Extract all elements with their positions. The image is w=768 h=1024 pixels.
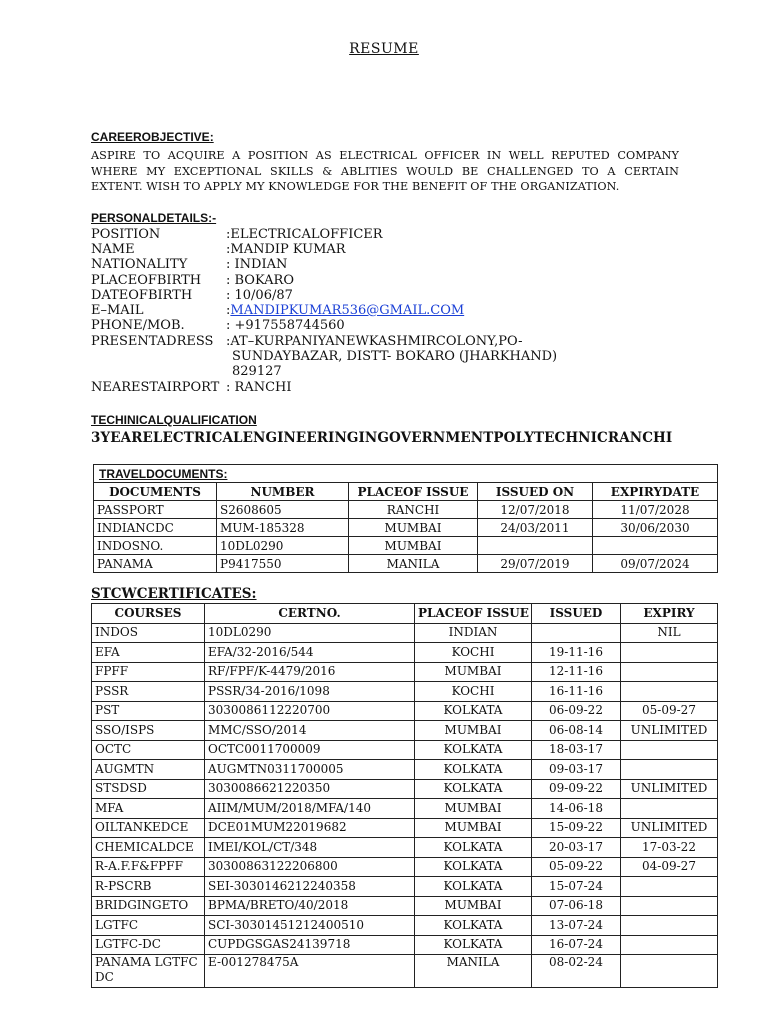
stcw-header-issued: ISSUED: [532, 604, 621, 624]
stcw-cell-issued: 06-08-14: [532, 721, 621, 741]
stcw-cell-place: KOLKATA: [415, 877, 532, 897]
stcw-cell-place: MUMBAI: [415, 896, 532, 916]
position-label: POSITION: [91, 227, 161, 242]
page-title: RESUME: [349, 41, 419, 57]
stcw-cell-issued: 16-11-16: [532, 682, 621, 702]
stcw-cell-place: KOLKATA: [415, 740, 532, 760]
stcw-cell-certno: AUGMTN0311700005: [205, 760, 415, 780]
nearest-airport-value: : RANCHI: [226, 380, 292, 395]
address-label: PRESENTADRESS: [91, 334, 214, 349]
travel-cell-number: 10DL0290: [217, 537, 349, 555]
travel-row: [94, 501, 718, 519]
stcw-cell-course: INDOS: [92, 623, 205, 643]
stcw-cell-certno: MMC/SSO/2014: [205, 721, 415, 741]
stcw-cell-issued: 05-09-22: [532, 857, 621, 877]
stcw-row: [92, 760, 718, 780]
stcw-header-expiry: EXPIRY: [621, 604, 718, 624]
stcw-row: [92, 818, 718, 838]
stcw-cell-course: AUGMTN: [92, 760, 205, 780]
stcw-cell-course: LGTFC-DC: [92, 935, 205, 955]
stcw-cell-certno: EFA/32-2016/544: [205, 643, 415, 663]
stcw-cell-expiry: [621, 916, 718, 936]
stcw-cell-expiry: [621, 662, 718, 682]
stcw-row: [92, 662, 718, 682]
phone-label: PHONE/MOB.: [91, 318, 185, 333]
travel-row: [94, 537, 718, 555]
name-value: :MANDIP KUMAR: [226, 242, 346, 257]
stcw-cell-expiry: [621, 955, 718, 988]
stcw-cell-expiry: [621, 760, 718, 780]
stcw-cell-course: OILTANKEDCE: [92, 818, 205, 838]
phone-value: : +917558744560: [226, 318, 345, 333]
stcw-cell-issued: 13-07-24: [532, 916, 621, 936]
travel-cell-document: INDIANCDC: [94, 519, 217, 537]
travel-cell-issued: [478, 537, 593, 555]
stcw-cell-expiry: 05-09-27: [621, 701, 718, 721]
technical-qualification-value: 3YEARELECTRICALENGINEERINGINGOVERNMENTPOLYTECHNICRANCHI: [91, 430, 673, 446]
stcw-cell-course: CHEMICALDCE: [92, 838, 205, 858]
travel-documents-table: [93, 464, 718, 573]
stcw-cell-expiry: UNLIMITED: [621, 818, 718, 838]
stcw-row: [92, 916, 718, 936]
stcw-row: [92, 838, 718, 858]
travel-documents-caption: TRAVELDOCUMENTS:: [94, 465, 718, 483]
stcw-cell-place: MUMBAI: [415, 662, 532, 682]
stcw-cell-issued: 18-03-17: [532, 740, 621, 760]
travel-header-expiry: EXPIRYDATE: [593, 483, 718, 501]
stcw-cell-place: KOLKATA: [415, 916, 532, 936]
email-prefix: :: [226, 303, 231, 318]
stcw-cell-place: KOCHI: [415, 643, 532, 663]
nearest-airport-label: NEARESTAIRPORT: [91, 380, 220, 395]
travel-cell-place: RANCHI: [349, 501, 478, 519]
stcw-cell-certno: 3030086621220350: [205, 779, 415, 799]
stcw-cell-expiry: [621, 740, 718, 760]
stcw-cell-issued: 14-06-18: [532, 799, 621, 819]
stcw-cell-place: KOCHI: [415, 682, 532, 702]
stcw-cell-course: PST: [92, 701, 205, 721]
travel-cell-place: MANILA: [349, 555, 478, 573]
stcw-cell-issued: 06-09-22: [532, 701, 621, 721]
place-of-birth-value: : BOKARO: [226, 273, 294, 288]
stcw-cell-issued: 09-09-22: [532, 779, 621, 799]
stcw-cell-expiry: [621, 877, 718, 897]
travel-cell-document: INDOSNO.: [94, 537, 217, 555]
travel-row: [94, 519, 718, 537]
stcw-cell-issued: 07-06-18: [532, 896, 621, 916]
address-line-2: SUNDAYBAZAR, DISTT- BOKARO (JHARKHAND): [232, 349, 558, 364]
stcw-cell-place: KOLKATA: [415, 760, 532, 780]
stcw-header-courses: COURSES: [92, 604, 205, 624]
stcw-row: [92, 701, 718, 721]
stcw-row: [92, 857, 718, 877]
position-value: :ELECTRICALOFFICER: [226, 227, 383, 242]
stcw-cell-expiry: 04-09-27: [621, 857, 718, 877]
stcw-cell-expiry: [621, 935, 718, 955]
email-row: [226, 303, 464, 318]
stcw-row: [92, 623, 718, 643]
stcw-cell-expiry: NIL: [621, 623, 718, 643]
nationality-label: NATIONALITY: [91, 257, 188, 272]
stcw-cell-issued: 20-03-17: [532, 838, 621, 858]
travel-cell-number: S2608605: [217, 501, 349, 519]
stcw-cell-course: R-PSCRB: [92, 877, 205, 897]
stcw-cell-issued: 09-03-17: [532, 760, 621, 780]
stcw-cell-place: INDIAN: [415, 623, 532, 643]
stcw-cell-place: KOLKATA: [415, 779, 532, 799]
stcw-cell-course: MFA: [92, 799, 205, 819]
stcw-cell-place: MANILA: [415, 955, 532, 988]
travel-cell-expiry: [593, 537, 718, 555]
travel-cell-issued: 12/07/2018: [478, 501, 593, 519]
stcw-header-row: [92, 604, 718, 624]
stcw-cell-certno: DCE01MUM22019682: [205, 818, 415, 838]
travel-cell-expiry: 30/06/2030: [593, 519, 718, 537]
stcw-cell-certno: 10DL0290: [205, 623, 415, 643]
stcw-cell-certno: 30300863122206800: [205, 857, 415, 877]
stcw-cell-certno: RF/FPF/K-4479/2016: [205, 662, 415, 682]
travel-cell-expiry: 09/07/2024: [593, 555, 718, 573]
stcw-cell-place: KOLKATA: [415, 838, 532, 858]
stcw-cell-issued: 16-07-24: [532, 935, 621, 955]
stcw-cell-expiry: UNLIMITED: [621, 721, 718, 741]
stcw-cell-course: OCTC: [92, 740, 205, 760]
stcw-cell-course: PSSR: [92, 682, 205, 702]
stcw-body: [92, 623, 718, 988]
career-objective-heading: CAREEROBJECTIVE:: [91, 130, 214, 144]
stcw-cell-course: PANAMA LGTFC DC: [92, 955, 205, 988]
travel-header-number: NUMBER: [217, 483, 349, 501]
travel-cell-document: PASSPORT: [94, 501, 217, 519]
stcw-cell-course: SSO/ISPS: [92, 721, 205, 741]
stcw-cell-expiry: [621, 643, 718, 663]
stcw-header-certno: CERTNO.: [205, 604, 415, 624]
travel-cell-document: PANAMA: [94, 555, 217, 573]
stcw-cell-certno: PSSR/34-2016/1098: [205, 682, 415, 702]
stcw-header-place: PLACEOF ISSUE: [415, 604, 532, 624]
stcw-cell-place: MUMBAI: [415, 721, 532, 741]
travel-header-documents: DOCUMENTS: [94, 483, 217, 501]
email-label: E–MAIL: [91, 303, 144, 318]
stcw-cell-issued: [532, 623, 621, 643]
stcw-cell-certno: SEI-3030146212240358: [205, 877, 415, 897]
stcw-cell-place: KOLKATA: [415, 857, 532, 877]
travel-header-row: [94, 483, 718, 501]
stcw-cell-expiry: UNLIMITED: [621, 779, 718, 799]
stcw-heading: STCWCERTIFICATES:: [91, 586, 257, 602]
date-of-birth-label: DATEOFBIRTH: [91, 288, 193, 303]
name-label: NAME: [91, 242, 135, 257]
stcw-cell-place: MUMBAI: [415, 799, 532, 819]
stcw-row: [92, 896, 718, 916]
travel-cell-issued: 29/07/2019: [478, 555, 593, 573]
stcw-row: [92, 799, 718, 819]
address-line-3: 829127: [232, 364, 282, 379]
stcw-cell-place: KOLKATA: [415, 935, 532, 955]
stcw-cell-issued: 19-11-16: [532, 643, 621, 663]
stcw-cell-course: BRIDGINGETO: [92, 896, 205, 916]
stcw-cell-course: R-A.F.F&FPFF: [92, 857, 205, 877]
travel-cell-issued: 24/03/2011: [478, 519, 593, 537]
stcw-row: [92, 740, 718, 760]
stcw-cell-course: LGTFC: [92, 916, 205, 936]
stcw-cell-certno: AIIM/MUM/2018/MFA/140: [205, 799, 415, 819]
stcw-row: [92, 682, 718, 702]
travel-header-place: PLACEOF ISSUE: [349, 483, 478, 501]
stcw-cell-issued: 15-07-24: [532, 877, 621, 897]
stcw-cell-issued: 15-09-22: [532, 818, 621, 838]
stcw-row: [92, 643, 718, 663]
travel-cell-place: MUMBAI: [349, 519, 478, 537]
travel-cell-expiry: 11/07/2028: [593, 501, 718, 519]
stcw-cell-course: EFA: [92, 643, 205, 663]
stcw-cell-place: KOLKATA: [415, 701, 532, 721]
career-objective-text: ASPIRE TO ACQUIRE A POSITION AS ELECTRICAL OFFICER IN WELL REPUTED COMPANY WHERE MY EXCEPTIONAL SKILLS & ABLITIES WOULD BE CHALLENGED TO A CERTAIN EXTENT. WISH TO APPLY MY KNOWLEDGE FOR THE BENEFIT OF THE ORGANIZATION.: [91, 149, 679, 193]
stcw-row: [92, 955, 718, 988]
stcw-row: [92, 779, 718, 799]
stcw-cell-certno: E-001278475A: [205, 955, 415, 988]
stcw-cell-certno: IMEI/KOL/CT/348: [205, 838, 415, 858]
stcw-cell-certno: 3030086112220700: [205, 701, 415, 721]
stcw-row: [92, 721, 718, 741]
travel-caption-row: [94, 465, 718, 483]
stcw-row: [92, 935, 718, 955]
stcw-cell-certno: OCTC0011700009: [205, 740, 415, 760]
address-line-1: :AT–KURPANIYANEWKASHMIRCOLONY,PO-: [226, 334, 523, 349]
personal-details-heading: PERSONALDETAILS:-: [91, 211, 217, 225]
stcw-cell-certno: CUPDGSGAS24139718: [205, 935, 415, 955]
date-of-birth-value: : 10/06/87: [226, 288, 293, 303]
travel-cell-place: MUMBAI: [349, 537, 478, 555]
stcw-cell-course: STSDSD: [92, 779, 205, 799]
place-of-birth-label: PLACEOFBIRTH: [91, 273, 202, 288]
stcw-cell-expiry: [621, 682, 718, 702]
email-link[interactable]: MANDIPKUMAR536@GMAIL.COM: [230, 303, 465, 318]
technical-qualification-heading: TECHINICALQUALIFICATION: [91, 413, 257, 427]
stcw-cell-issued: 12-11-16: [532, 662, 621, 682]
travel-body: [94, 501, 718, 573]
stcw-cell-course: FPFF: [92, 662, 205, 682]
travel-header-issued: ISSUED ON: [478, 483, 593, 501]
stcw-certificates-table: [91, 603, 718, 988]
stcw-cell-expiry: [621, 896, 718, 916]
stcw-cell-place: MUMBAI: [415, 818, 532, 838]
stcw-cell-expiry: [621, 799, 718, 819]
stcw-row: [92, 877, 718, 897]
nationality-value: : INDIAN: [226, 257, 288, 272]
travel-cell-number: MUM-185328: [217, 519, 349, 537]
stcw-cell-certno: SCI-30301451212400510: [205, 916, 415, 936]
stcw-cell-issued: 08-02-24: [532, 955, 621, 988]
travel-row: [94, 555, 718, 573]
stcw-cell-certno: BPMA/BRETO/40/2018: [205, 896, 415, 916]
stcw-cell-expiry: 17-03-22: [621, 838, 718, 858]
travel-cell-number: P9417550: [217, 555, 349, 573]
